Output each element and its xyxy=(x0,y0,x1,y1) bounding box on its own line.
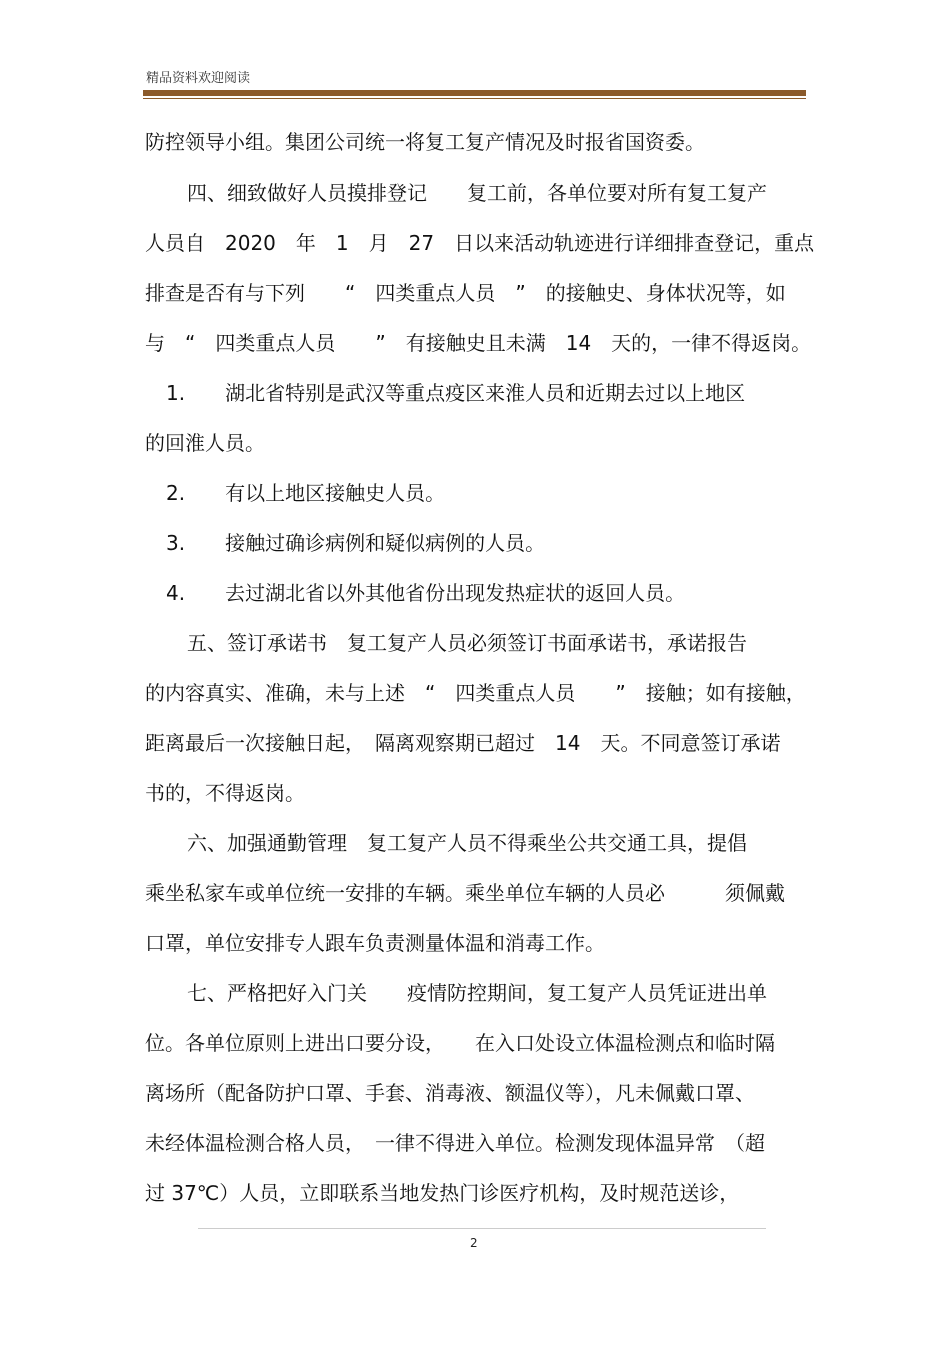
paragraph-line: 未经体温检测合格人员， 一律不得进入单位。检测发现体温异常 （超 xyxy=(145,1131,765,1155)
paragraph-line: 五、签订承诺书 复工复产人员必须签订书面承诺书，承诺报告 xyxy=(187,631,747,655)
paragraph-line: 与 “ 四类重点人员 ” 有接触史且未满 14 天的，一律不得返岗。 xyxy=(145,331,812,355)
paragraph-line: 的内容真实、准确，未与上述 “ 四类重点人员 ” 接触；如有接触， xyxy=(145,681,806,705)
paragraph-line: 过 37℃）人员，立即联系当地发热门诊医疗机构，及时规范送诊， xyxy=(145,1181,740,1205)
paragraph-line: 四、细致做好人员摸排登记 复工前，各单位要对所有复工复产 xyxy=(187,181,767,205)
paragraph-line: 口罩，单位安排专人跟车负责测量体温和消毒工作。 xyxy=(145,931,605,955)
list-item-line: 3. 接触过确诊病例和疑似病例的人员。 xyxy=(166,531,546,555)
paragraph-line: 位。各单位原则上进出口要分设， 在入口处设立体温检测点和临时隔 xyxy=(145,1031,775,1055)
paragraph-line: 书的，不得返岗。 xyxy=(145,781,305,805)
list-item-line: 的回淮人员。 xyxy=(145,431,265,455)
page-number: 2 xyxy=(470,1236,478,1250)
paragraph-line: 乘坐私家车或单位统一安排的车辆。乘坐单位车辆的人员必 须佩戴 xyxy=(145,881,785,905)
header-rule xyxy=(143,90,806,96)
page-header-label: 精品资料欢迎阅读 xyxy=(146,71,251,86)
paragraph-line: 离场所（配备防护口罩、手套、消毒液、额温仪等），凡未佩戴口罩、 xyxy=(145,1081,755,1105)
paragraph-line: 排查是否有与下列 “ 四类重点人员 ” 的接触史、身体状况等，如 xyxy=(145,281,786,305)
footer-rule xyxy=(198,1228,766,1229)
list-item-line: 4. 去过湖北省以外其他省份出现发热症状的返回人员。 xyxy=(166,581,686,605)
paragraph-line: 防控领导小组。集团公司统一将复工复产情况及时报省国资委。 xyxy=(145,130,705,154)
header-rule-thin xyxy=(143,98,806,99)
list-item-line: 1. 湖北省特别是武汉等重点疫区来淮人员和近期去过以上地区 xyxy=(166,381,746,405)
list-item-line: 2. 有以上地区接触史人员。 xyxy=(166,481,446,505)
paragraph-line: 人员自 2020 年 1 月 27 日以来活动轨迹进行详细排查登记，重点 xyxy=(145,231,815,255)
paragraph-line: 六、加强通勤管理 复工复产人员不得乘坐公共交通工具，提倡 xyxy=(187,831,747,855)
paragraph-line: 七、严格把好入门关 疫情防控期间，复工复产人员凭证进出单 xyxy=(187,981,767,1005)
paragraph-line: 距离最后一次接触日起， 隔离观察期已超过 14 天。不同意签订承诺 xyxy=(145,731,781,755)
